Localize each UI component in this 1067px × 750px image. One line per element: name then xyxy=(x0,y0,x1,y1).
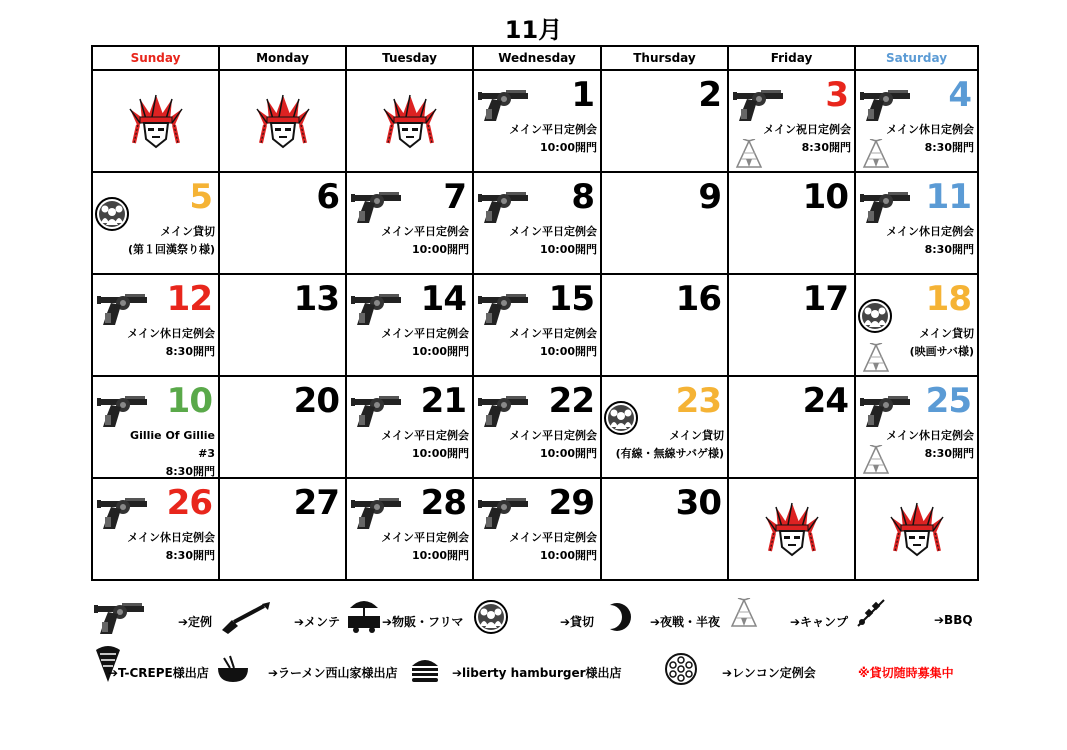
event-text: メイン平日定例会 10:00開門 xyxy=(509,327,597,358)
event-text: メイン休日定例会 8:30開門 xyxy=(886,225,974,256)
bbq-skewer-icon xyxy=(854,596,888,630)
week-row-5 xyxy=(92,478,978,580)
weekday-saturday: Saturday xyxy=(855,46,978,70)
revolver-icon xyxy=(349,495,405,531)
revolver-icon xyxy=(95,495,151,531)
day-cell-29[interactable] xyxy=(473,478,601,580)
legend-ramen: ➔ラーメン西山家様出店 xyxy=(268,666,398,680)
day-cell-24[interactable] xyxy=(728,376,855,478)
day-cell-1[interactable] xyxy=(473,70,601,172)
crowd-icon xyxy=(95,197,129,231)
week-row-2 xyxy=(92,172,978,274)
day-number: 13 xyxy=(293,279,339,319)
revolver-icon xyxy=(858,189,914,225)
legend-burger: ➔liberty hamburger様出店 xyxy=(452,666,622,680)
day-cell-26[interactable] xyxy=(92,478,219,580)
day-cell-14[interactable] xyxy=(346,274,473,376)
indian-chief-icon xyxy=(380,91,440,151)
day-cell-7[interactable] xyxy=(346,172,473,274)
weekday-monday: Monday xyxy=(219,46,346,70)
day-cell-25[interactable] xyxy=(855,376,978,478)
day-cell-22[interactable] xyxy=(473,376,601,478)
event-text: メイン貸切 (有線・無線サバゲ様) xyxy=(615,429,724,460)
weekday-friday: Friday xyxy=(728,46,855,70)
revolver-icon xyxy=(858,87,914,123)
day-number: 16 xyxy=(675,279,721,319)
day-number: 10 xyxy=(802,177,848,217)
day-cell-16[interactable] xyxy=(601,274,728,376)
crescent-moon-icon xyxy=(600,600,634,634)
teepee-icon xyxy=(862,445,890,475)
day-cell-5[interactable] xyxy=(92,172,219,274)
day-number: 14 xyxy=(420,279,466,319)
weekday-header-row xyxy=(92,46,978,70)
week-row-1 xyxy=(92,70,978,172)
month-title: 11月 xyxy=(504,16,563,44)
legend-buppan: ➔物販・フリマ xyxy=(382,615,464,629)
day-cell-empty xyxy=(728,478,855,580)
day-cell-17[interactable] xyxy=(728,274,855,376)
day-number: 1 xyxy=(571,75,594,115)
weekday-thursday: Thursday xyxy=(601,46,728,70)
day-cell-empty xyxy=(92,70,219,172)
day-cell-15[interactable] xyxy=(473,274,601,376)
day-number: 24 xyxy=(802,381,848,421)
revolver-icon xyxy=(349,189,405,225)
day-number: 6 xyxy=(316,177,339,217)
revolver-icon xyxy=(476,393,532,429)
indian-chief-icon xyxy=(887,499,947,559)
indian-chief-icon xyxy=(253,91,313,151)
day-number: 9 xyxy=(698,177,721,217)
day-number: 27 xyxy=(293,483,339,523)
shovel-icon xyxy=(218,600,274,636)
week-row-4 xyxy=(92,376,978,478)
revolver-icon xyxy=(858,393,914,429)
day-cell-empty xyxy=(219,70,346,172)
teepee-icon xyxy=(862,139,890,169)
weekday-wednesday: Wednesday xyxy=(473,46,601,70)
legend-bbq: ➔BBQ xyxy=(934,613,973,627)
day-cell-27[interactable] xyxy=(219,478,346,580)
day-cell-18[interactable] xyxy=(855,274,978,376)
revolver-icon xyxy=(349,291,405,327)
day-cell-6[interactable] xyxy=(219,172,346,274)
revolver-icon xyxy=(349,393,405,429)
teepee-icon xyxy=(735,139,763,169)
legend-kashikiri: ➔貸切 xyxy=(560,615,595,629)
day-number: 17 xyxy=(802,279,848,319)
teepee-icon xyxy=(862,343,890,373)
day-cell-20[interactable] xyxy=(219,376,346,478)
revolver-icon xyxy=(92,600,148,636)
recruit-notice: ※貸切随時募集中 xyxy=(858,666,954,680)
event-text: メイン貸切 (映画サバ様) xyxy=(909,327,974,358)
food-cart-icon xyxy=(346,594,382,634)
day-cell-12[interactable] xyxy=(92,274,219,376)
day-cell-8[interactable] xyxy=(473,172,601,274)
day-cell-empty xyxy=(855,478,978,580)
day-number: 8 xyxy=(571,177,594,217)
calendar-grid xyxy=(91,45,979,581)
day-cell-19[interactable] xyxy=(92,376,219,478)
day-cell-21[interactable] xyxy=(346,376,473,478)
event-text: メイン平日定例会 10:00開門 xyxy=(509,123,597,154)
revolver-icon xyxy=(476,87,532,123)
revolver-icon xyxy=(476,189,532,225)
event-text: Gillie Of Gillie #3 8:30開門 xyxy=(130,429,215,478)
day-cell-empty xyxy=(346,70,473,172)
day-number: 15 xyxy=(548,279,594,319)
day-number: 7 xyxy=(443,177,466,217)
event-text: メイン平日定例会 10:00開門 xyxy=(509,225,597,256)
crowd-icon xyxy=(474,600,508,634)
revolver-icon xyxy=(731,87,787,123)
indian-chief-icon xyxy=(126,91,186,151)
day-number: 10 xyxy=(166,381,212,421)
event-text: メイン平日定例会 10:00開門 xyxy=(509,429,597,460)
legend-teirei: ➔定例 xyxy=(178,615,213,629)
event-text: メイン貸切 (第１回漢祭り様) xyxy=(127,225,215,256)
event-text: メイン平日定例会 10:00開門 xyxy=(381,225,469,256)
day-number: 25 xyxy=(925,381,971,421)
day-cell-13[interactable] xyxy=(219,274,346,376)
day-number: 29 xyxy=(548,483,594,523)
day-number: 4 xyxy=(948,75,971,115)
day-number: 22 xyxy=(548,381,594,421)
event-text: メイン祝日定例会 8:30開門 xyxy=(763,123,851,154)
day-number: 23 xyxy=(675,381,721,421)
event-text: メイン平日定例会 10:00開門 xyxy=(381,429,469,460)
hamburger-icon xyxy=(410,656,440,682)
teepee-icon xyxy=(730,598,758,628)
day-number: 20 xyxy=(293,381,339,421)
lotus-root-icon xyxy=(664,652,698,686)
day-cell-11[interactable] xyxy=(855,172,978,274)
legend-camp: ➔キャンプ xyxy=(790,615,849,629)
day-number: 26 xyxy=(166,483,212,523)
day-cell-30[interactable] xyxy=(601,478,728,580)
ramen-bowl-icon xyxy=(216,654,250,684)
crowd-icon xyxy=(858,299,892,333)
weekday-tuesday: Tuesday xyxy=(346,46,473,70)
legend-tcrepe: ➔T-CREPE様出店 xyxy=(108,666,209,680)
day-number: 21 xyxy=(420,381,466,421)
day-number: 11 xyxy=(925,177,971,217)
day-number: 3 xyxy=(825,75,848,115)
day-cell-10[interactable] xyxy=(728,172,855,274)
day-cell-28[interactable] xyxy=(346,478,473,580)
day-cell-23[interactable] xyxy=(601,376,728,478)
day-number: 28 xyxy=(420,483,466,523)
day-cell-3[interactable] xyxy=(728,70,855,172)
indian-chief-icon xyxy=(762,499,822,559)
event-text: メイン平日定例会 10:00開門 xyxy=(381,531,469,562)
day-cell-2[interactable] xyxy=(601,70,728,172)
day-cell-9[interactable] xyxy=(601,172,728,274)
event-text: メイン休日定例会 8:30開門 xyxy=(127,531,215,562)
day-number: 12 xyxy=(166,279,212,319)
day-number: 2 xyxy=(698,75,721,115)
event-text: メイン平日定例会 10:00開門 xyxy=(381,327,469,358)
legend-yasen: ➔夜戦・半夜 xyxy=(650,615,721,629)
event-text: メイン休日定例会 8:30開門 xyxy=(127,327,215,358)
week-row-3 xyxy=(92,274,978,376)
legend-renkon: ➔レンコン定例会 xyxy=(722,666,816,680)
revolver-icon xyxy=(95,393,151,429)
weekday-sunday: Sunday xyxy=(92,46,219,70)
revolver-icon xyxy=(476,495,532,531)
day-number: 18 xyxy=(925,279,971,319)
event-text: メイン休日定例会 8:30開門 xyxy=(886,123,974,154)
day-cell-4[interactable] xyxy=(855,70,978,172)
event-text: メイン平日定例会 10:00開門 xyxy=(509,531,597,562)
day-number: 30 xyxy=(675,483,721,523)
event-text: メイン休日定例会 8:30開門 xyxy=(886,429,974,460)
legend-mente: ➔メンテ xyxy=(294,615,341,629)
revolver-icon xyxy=(476,291,532,327)
revolver-icon xyxy=(95,291,151,327)
day-number: 5 xyxy=(189,177,212,217)
